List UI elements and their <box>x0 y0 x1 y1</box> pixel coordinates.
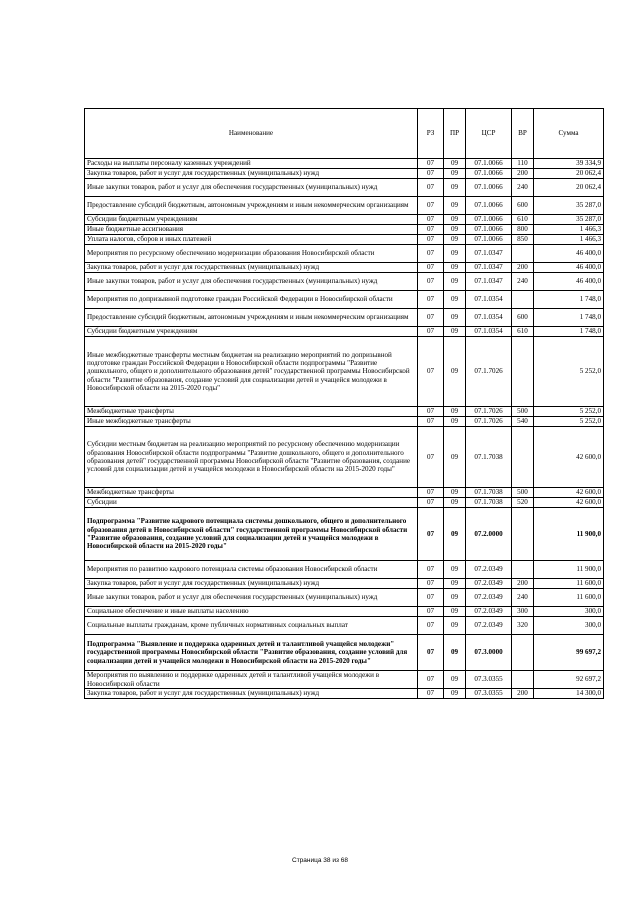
table-row <box>85 689 604 699</box>
table-row <box>85 245 604 263</box>
header-name: Наименование <box>85 109 418 159</box>
cell-csr: 07.3.0355 <box>466 671 512 689</box>
cell-vr: 610 <box>512 215 534 225</box>
cell-csr: 07.3.0000 <box>466 635 512 671</box>
cell-vr: 600 <box>512 197 534 215</box>
table-row <box>85 617 604 635</box>
cell-name: Социальное обеспечение и иные выплаты населению <box>85 607 418 617</box>
cell-sum: 46 400,0 <box>534 273 604 291</box>
cell-csr: 07.2.0349 <box>466 589 512 607</box>
cell-csr: 07.1.0066 <box>466 169 512 179</box>
cell-name: Иные бюджетные ассигнования <box>85 225 418 235</box>
cell-rz: 07 <box>418 337 444 407</box>
budget-table <box>84 108 604 699</box>
cell-rz: 07 <box>418 263 444 273</box>
cell-csr: 07.1.0066 <box>466 225 512 235</box>
table-row <box>85 159 604 169</box>
table-row <box>85 417 604 427</box>
cell-pr: 09 <box>444 635 466 671</box>
cell-pr: 09 <box>444 689 466 699</box>
cell-pr: 09 <box>444 263 466 273</box>
cell-sum: 20 062,4 <box>534 179 604 197</box>
cell-vr <box>512 291 534 309</box>
cell-csr: 07.1.7038 <box>466 488 512 498</box>
cell-rz: 07 <box>418 235 444 245</box>
cell-rz: 07 <box>418 179 444 197</box>
cell-name: Субсидии бюджетным учреждениям <box>85 215 418 225</box>
header-rz: РЗ <box>418 109 444 159</box>
cell-sum: 11 600,0 <box>534 589 604 607</box>
cell-vr: 500 <box>512 488 534 498</box>
cell-sum: 42 600,0 <box>534 498 604 508</box>
cell-sum: 35 287,0 <box>534 197 604 215</box>
cell-pr: 09 <box>444 488 466 498</box>
cell-sum: 42 600,0 <box>534 488 604 498</box>
cell-sum: 46 400,0 <box>534 245 604 263</box>
cell-rz: 07 <box>418 635 444 671</box>
cell-rz: 07 <box>418 427 444 488</box>
cell-pr: 09 <box>444 197 466 215</box>
cell-rz: 07 <box>418 159 444 169</box>
cell-vr: 200 <box>512 579 534 589</box>
cell-csr: 07.1.7026 <box>466 417 512 427</box>
cell-pr: 09 <box>444 273 466 291</box>
cell-rz: 07 <box>418 561 444 579</box>
table-header-row <box>85 109 604 159</box>
cell-vr <box>512 427 534 488</box>
cell-rz: 07 <box>418 245 444 263</box>
cell-pr: 09 <box>444 617 466 635</box>
header-sum: Сумма <box>534 109 604 159</box>
cell-name: Иные межбюджетные трансферты местным бюджетам на реализацию мероприятий по допризывной подготовке граждан Российской Федерации в Новосибирской области подпрограммы "Развитие дошкольного, общего и дополнительного образования детей" государственной программы Новосибирской области "Развитие образования, создание условий для социализации детей и учащейся молодежи в Новосибирской области на 2015-2020 годы" <box>85 337 418 407</box>
cell-name: Подпрограмма "Развитие кадрового потенциала системы дошкольного, общего и дополнительного образования детей в Новосибирской области" государственной программы Новосибирской области "Развитие образования, создание условий для социализации детей и учащейся молодежи в Новосибирской области на 2015-2020 годы" <box>85 508 418 561</box>
cell-name: Субсидии бюджетным учреждениям <box>85 327 418 337</box>
cell-vr: 500 <box>512 407 534 417</box>
table-row <box>85 215 604 225</box>
cell-sum: 1 748,0 <box>534 291 604 309</box>
cell-csr: 07.1.7026 <box>466 337 512 407</box>
cell-sum: 1 466,3 <box>534 235 604 245</box>
cell-rz: 07 <box>418 273 444 291</box>
table-row <box>85 498 604 508</box>
table-row <box>85 235 604 245</box>
cell-csr: 07.1.7038 <box>466 427 512 488</box>
cell-sum: 5 252,0 <box>534 407 604 417</box>
cell-name: Закупка товаров, работ и услуг для государственных (муниципальных) нужд <box>85 689 418 699</box>
cell-name: Предоставление субсидий бюджетным, автономным учреждениям и иным некоммерческим организациям <box>85 309 418 327</box>
cell-name: Закупка товаров, работ и услуг для государственных (муниципальных) нужд <box>85 169 418 179</box>
cell-rz: 07 <box>418 617 444 635</box>
table-row <box>85 561 604 579</box>
cell-name: Иные закупки товаров, работ и услуг для обеспечения государственных (муниципальных) нужд <box>85 589 418 607</box>
cell-sum: 11 900,0 <box>534 561 604 579</box>
table-row <box>85 337 604 407</box>
cell-rz: 07 <box>418 488 444 498</box>
cell-csr: 07.1.0066 <box>466 179 512 197</box>
cell-pr: 09 <box>444 245 466 263</box>
cell-vr: 240 <box>512 589 534 607</box>
cell-sum: 11 900,0 <box>534 508 604 561</box>
cell-name: Межбюджетные трансферты <box>85 407 418 417</box>
cell-vr: 110 <box>512 159 534 169</box>
cell-csr: 07.1.0354 <box>466 309 512 327</box>
cell-sum: 11 600,0 <box>534 579 604 589</box>
table-row <box>85 427 604 488</box>
table-row <box>85 197 604 215</box>
cell-csr: 07.2.0349 <box>466 579 512 589</box>
cell-vr: 600 <box>512 309 534 327</box>
cell-sum: 300,0 <box>534 607 604 617</box>
cell-pr: 09 <box>444 215 466 225</box>
cell-vr <box>512 561 534 579</box>
cell-name: Социальные выплаты гражданам, кроме публичных нормативных социальных выплат <box>85 617 418 635</box>
table-row <box>85 225 604 235</box>
cell-pr: 09 <box>444 337 466 407</box>
cell-name: Субсидии местным бюджетам на реализацию мероприятий по ресурсному обеспечению модернизации образования Новосибирской области подпрограммы "Развитие дошкольного, общего и дополнительного образования детей" государственной программы Новосибирской области "Развитие образования, создание условий для социализации детей и учащейся молодежи в Новосибирской области на 2015-2020 годы" <box>85 427 418 488</box>
table-row <box>85 309 604 327</box>
cell-vr: 240 <box>512 273 534 291</box>
table-row <box>85 263 604 273</box>
cell-sum: 99 697,2 <box>534 635 604 671</box>
table-row <box>85 671 604 689</box>
table-row <box>85 179 604 197</box>
table-row <box>85 291 604 309</box>
table-row <box>85 488 604 498</box>
cell-name: Субсидии <box>85 498 418 508</box>
cell-name: Мероприятия по развитию кадрового потенциала системы образования Новосибирской области <box>85 561 418 579</box>
cell-name: Расходы на выплаты персоналу казенных учреждений <box>85 159 418 169</box>
cell-pr: 09 <box>444 225 466 235</box>
cell-csr: 07.1.0347 <box>466 273 512 291</box>
cell-sum: 42 600,0 <box>534 427 604 488</box>
header-pr: ПР <box>444 109 466 159</box>
header-vr: ВР <box>512 109 534 159</box>
cell-vr: 320 <box>512 617 534 635</box>
cell-csr: 07.1.0354 <box>466 327 512 337</box>
cell-vr: 800 <box>512 225 534 235</box>
table-row <box>85 589 604 607</box>
cell-name: Уплата налогов, сборов и иных платежей <box>85 235 418 245</box>
cell-pr: 09 <box>444 498 466 508</box>
cell-vr: 520 <box>512 498 534 508</box>
cell-sum: 5 252,0 <box>534 337 604 407</box>
cell-vr <box>512 245 534 263</box>
cell-rz: 07 <box>418 169 444 179</box>
cell-pr: 09 <box>444 291 466 309</box>
cell-sum: 1 466,3 <box>534 225 604 235</box>
table-row <box>85 327 604 337</box>
cell-csr: 07.1.7026 <box>466 407 512 417</box>
cell-name: Иные закупки товаров, работ и услуг для обеспечения государственных (муниципальных) нужд <box>85 273 418 291</box>
table-row <box>85 407 604 417</box>
cell-rz: 07 <box>418 197 444 215</box>
cell-csr: 07.1.0066 <box>466 197 512 215</box>
cell-name: Мероприятия по ресурсному обеспечению модернизации образования Новосибирской области <box>85 245 418 263</box>
cell-pr: 09 <box>444 327 466 337</box>
header-csr: ЦСР <box>466 109 512 159</box>
cell-sum: 46 400,0 <box>534 263 604 273</box>
cell-rz: 07 <box>418 327 444 337</box>
cell-rz: 07 <box>418 498 444 508</box>
table-row <box>85 273 604 291</box>
cell-pr: 09 <box>444 179 466 197</box>
cell-sum: 1 748,0 <box>534 309 604 327</box>
cell-sum: 35 287,0 <box>534 215 604 225</box>
cell-vr: 540 <box>512 417 534 427</box>
cell-vr <box>512 671 534 689</box>
table-row <box>85 635 604 671</box>
cell-vr: 240 <box>512 179 534 197</box>
cell-sum: 20 062,4 <box>534 169 604 179</box>
cell-pr: 09 <box>444 309 466 327</box>
cell-sum: 300,0 <box>534 617 604 635</box>
cell-rz: 07 <box>418 309 444 327</box>
cell-pr: 09 <box>444 589 466 607</box>
cell-pr: 09 <box>444 407 466 417</box>
cell-rz: 07 <box>418 607 444 617</box>
cell-vr: 300 <box>512 607 534 617</box>
cell-csr: 07.2.0349 <box>466 561 512 579</box>
cell-pr: 09 <box>444 427 466 488</box>
cell-csr: 07.1.0354 <box>466 291 512 309</box>
cell-pr: 09 <box>444 579 466 589</box>
cell-rz: 07 <box>418 579 444 589</box>
cell-csr: 07.1.0066 <box>466 159 512 169</box>
cell-sum: 1 748,0 <box>534 327 604 337</box>
cell-csr: 07.2.0349 <box>466 607 512 617</box>
cell-pr: 09 <box>444 417 466 427</box>
cell-name: Подпрограмма "Выявление и поддержка одаренных детей и талантливой учащейся молодежи" государственной программы Новосибирской области "Развитие образования, создание условий для социализации детей и учащейся молодежи в Новосибирской области на 2015-2020 годы" <box>85 635 418 671</box>
cell-name: Закупка товаров, работ и услуг для государственных (муниципальных) нужд <box>85 579 418 589</box>
cell-name: Мероприятия по выявлению и поддержке одаренных детей и талантливой учащейся молодежи в Новосибирской области <box>85 671 418 689</box>
cell-sum: 5 252,0 <box>534 417 604 427</box>
cell-rz: 07 <box>418 589 444 607</box>
cell-pr: 09 <box>444 607 466 617</box>
cell-name: Иные межбюджетные трансферты <box>85 417 418 427</box>
cell-csr: 07.1.0347 <box>466 245 512 263</box>
cell-csr: 07.1.0066 <box>466 215 512 225</box>
cell-vr: 200 <box>512 263 534 273</box>
cell-csr: 07.2.0000 <box>466 508 512 561</box>
cell-rz: 07 <box>418 671 444 689</box>
cell-name: Межбюджетные трансферты <box>85 488 418 498</box>
cell-rz: 07 <box>418 689 444 699</box>
cell-rz: 07 <box>418 417 444 427</box>
cell-pr: 09 <box>444 508 466 561</box>
cell-vr <box>512 635 534 671</box>
cell-rz: 07 <box>418 225 444 235</box>
cell-name: Закупка товаров, работ и услуг для государственных (муниципальных) нужд <box>85 263 418 273</box>
cell-rz: 07 <box>418 407 444 417</box>
cell-pr: 09 <box>444 169 466 179</box>
cell-vr: 200 <box>512 689 534 699</box>
table-row <box>85 607 604 617</box>
cell-sum: 14 300,0 <box>534 689 604 699</box>
cell-name: Мероприятия по допризывной подготовке граждан Российской Федерации в Новосибирской области <box>85 291 418 309</box>
cell-csr: 07.3.0355 <box>466 689 512 699</box>
table-row <box>85 579 604 589</box>
table-row <box>85 508 604 561</box>
cell-vr: 610 <box>512 327 534 337</box>
cell-name: Предоставление субсидий бюджетным, автономным учреждениям и иным некоммерческим организациям <box>85 197 418 215</box>
cell-rz: 07 <box>418 508 444 561</box>
cell-pr: 09 <box>444 159 466 169</box>
cell-sum: 92 697,2 <box>534 671 604 689</box>
table-row <box>85 169 604 179</box>
cell-vr: 850 <box>512 235 534 245</box>
cell-sum: 39 334,9 <box>534 159 604 169</box>
cell-vr <box>512 337 534 407</box>
cell-vr <box>512 508 534 561</box>
cell-vr: 200 <box>512 169 534 179</box>
cell-pr: 09 <box>444 671 466 689</box>
cell-pr: 09 <box>444 235 466 245</box>
cell-rz: 07 <box>418 215 444 225</box>
cell-pr: 09 <box>444 561 466 579</box>
cell-rz: 07 <box>418 291 444 309</box>
cell-csr: 07.1.0347 <box>466 263 512 273</box>
page-footer: Страница 38 из 68 <box>292 857 348 864</box>
cell-csr: 07.2.0349 <box>466 617 512 635</box>
cell-csr: 07.1.7038 <box>466 498 512 508</box>
cell-name: Иные закупки товаров, работ и услуг для обеспечения государственных (муниципальных) нужд <box>85 179 418 197</box>
cell-csr: 07.1.0066 <box>466 235 512 245</box>
